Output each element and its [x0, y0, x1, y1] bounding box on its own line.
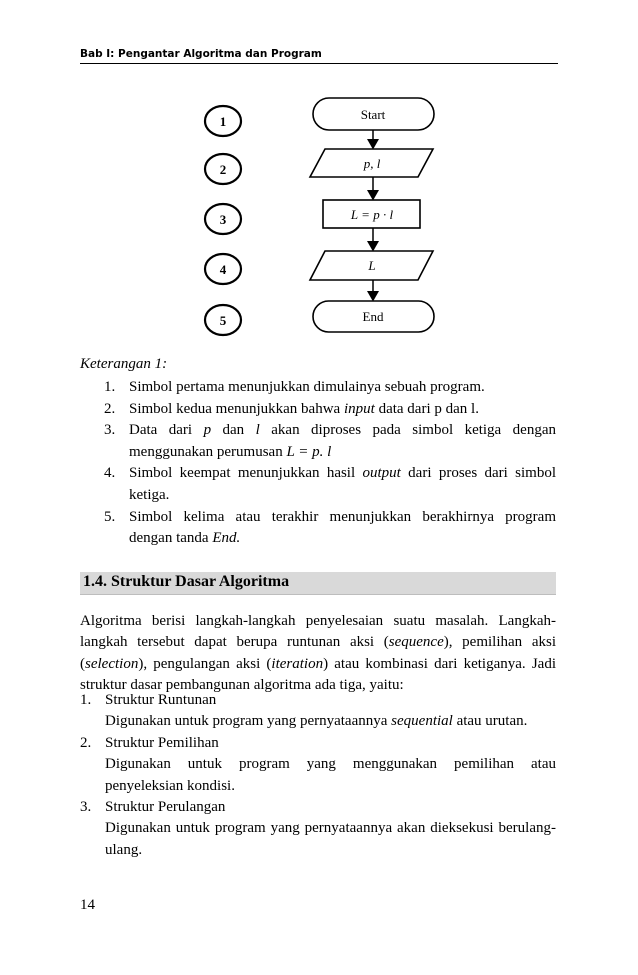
- end-label: End: [362, 309, 384, 324]
- structure-description: Digunakan untuk program yang pernyataannya sequential atau urutan.: [105, 713, 528, 730]
- structure-description: Digunakan untuk program yang pernyataannya akan dieksekusi berulang-ulang.: [105, 820, 556, 858]
- structure-description: Digunakan untuk program yang menggunakan pemilihan atau penyeleksian kondisi.: [105, 756, 556, 794]
- running-header: Bab I: Pengantar Algoritma dan Program: [80, 48, 558, 64]
- list-item: 1. Struktur Runtunan Digunakan untuk program yang pernyataannya sequential atau urutan.: [80, 690, 556, 733]
- page-number: 14: [80, 897, 95, 913]
- step-number-2: 2: [219, 162, 227, 177]
- list-item: 1. Simbol pertama menunjukkan dimulainya sebuah program.: [104, 379, 485, 395]
- structure-name: Struktur Perulangan: [105, 799, 226, 816]
- step-number-4: 4: [219, 262, 227, 277]
- section-heading-bar: [80, 572, 556, 595]
- notes-list: [104, 377, 556, 550]
- list-item: 3. Data dari p dan l akan diproses pada simbol ketiga dengan menggunakan perumusan L = p. l: [104, 422, 556, 460]
- list-item: 4. Simbol keempat menunjukkan hasil output dari proses dari simbol ketiga.: [104, 465, 557, 503]
- process-label: L = p · l: [350, 207, 394, 222]
- figure-caption: Keterangan 1:: [80, 356, 168, 372]
- step-number-3: 3: [219, 212, 227, 227]
- step-number-1: 1: [219, 114, 227, 129]
- output-label: L: [368, 258, 376, 273]
- structure-name: Struktur Pemilihan: [105, 734, 219, 751]
- list-item: 5. Simbol kelima atau terakhir menunjukkan berakhirnya program dengan tanda End.: [104, 508, 556, 547]
- list-item: 2. Simbol kedua menunjukkan bahwa input data dari p dan l.: [104, 400, 479, 417]
- section-title: 1.4. Struktur Dasar Algoritma: [83, 573, 290, 590]
- structures-list: [80, 690, 556, 861]
- structure-name: Struktur Runtunan: [105, 692, 217, 708]
- list-item: 2. Struktur Pemilihan Digunakan untuk program yang menggunakan pemilihan atau penyeleksian kondisi.: [80, 733, 556, 797]
- flowchart-figure: [195, 90, 445, 342]
- body-paragraph: Algoritma berisi langkah-langkah penyelesaian suatu masalah. Langkah-langkah tersebut dapat berupa runtunan aksi (sequence), pemilihan aksi (selection), pengulangan aksi (iteration) atau kombinasi dari ketiganya. Jadi struktur dasar pembangunan algoritma ada tiga, yaitu:: [80, 613, 556, 694]
- start-label: Start: [360, 107, 386, 122]
- step-number-5: 5: [219, 313, 227, 328]
- input-label: p, l: [363, 156, 381, 171]
- list-item: 3. Struktur Perulangan Digunakan untuk program yang pernyataannya akan dieksekusi berulang-ulang.: [80, 797, 556, 861]
